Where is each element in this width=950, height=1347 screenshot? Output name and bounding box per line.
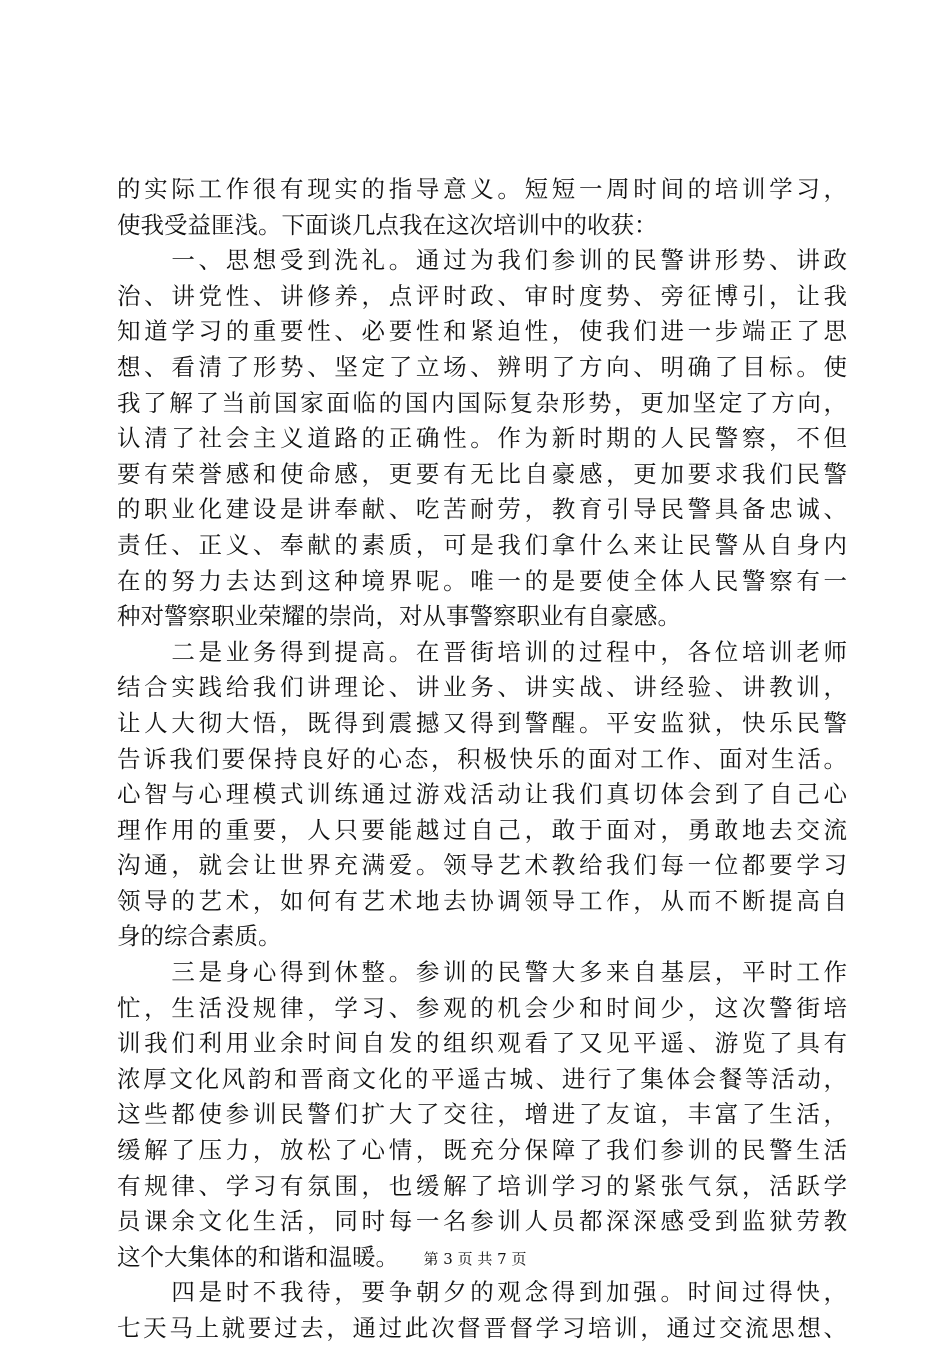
text-line: 领导的艺术，如何有艺术地去协调领导工作，从而不断提高自 xyxy=(117,886,847,915)
text-line: 种对警察职业荣耀的崇尚，对从事警察职业有自豪感。 xyxy=(117,602,681,631)
text-line: 要有荣誉感和使命感，更要有无比自豪感，更加要求我们民警 xyxy=(117,459,847,488)
text-line: 身的综合素质。 xyxy=(117,922,282,951)
text-line: 告诉我们要保持良好的心态，积极快乐的面对工作、面对生活。 xyxy=(117,744,847,773)
text-line: 缓解了压力，放松了心情，既充分保障了我们参训的民警生活 xyxy=(117,1136,847,1165)
text-line: 治、讲党性、讲修养，点评时政、审时度势、旁征博引，让我 xyxy=(117,281,847,310)
text-line: 理作用的重要，人只要能越过自己，敢于面对，勇敢地去交流 xyxy=(117,815,847,844)
text-line: 有规律、学习有氛围，也缓解了培训学习的紧张气氛，活跃学 xyxy=(117,1171,847,1200)
text-line: 这些都使参训民警们扩大了交往，增进了友谊，丰富了生活， xyxy=(117,1100,847,1129)
text-line: 浓厚文化风韵和晋商文化的平遥古城、进行了集体会餐等活动， xyxy=(117,1064,847,1093)
text-line: 让人大彻大悟，既得到震撼又得到警醒。平安监狱，快乐民警 xyxy=(117,708,847,737)
text-line: 认清了社会主义道路的正确性。作为新时期的人民警察，不但 xyxy=(117,424,847,453)
text-line: 三是身心得到休整。参训的民警大多来自基层，平时工作 xyxy=(117,958,847,987)
text-line: 我了解了当前国家面临的国内国际复杂形势，更加坚定了方向， xyxy=(117,388,847,417)
text-line: 忙，生活没规律，学习、参观的机会少和时间少，这次警街培 xyxy=(117,993,847,1022)
body-text xyxy=(117,172,847,1347)
text-line: 四是时不我待，要争朝夕的观念得到加强。时间过得快， xyxy=(117,1278,847,1307)
text-line: 责任、正义、奉献的素质，可是我们拿什么来让民警从自身内 xyxy=(117,530,847,559)
page-footer: 第 3 页 共 7 页 xyxy=(423,1250,527,1268)
text-line: 的职业化建设是讲奉献、吃苦耐劳，教育引导民警具备忠诚、 xyxy=(117,495,847,524)
text-line: 这个大集体的和谐和温暖。 xyxy=(117,1242,399,1271)
text-line: 想、看清了形势、坚定了立场、辨明了方向、明确了目标。使 xyxy=(117,352,847,381)
text-line: 使我受益匪浅。下面谈几点我在这次培训中的收获： xyxy=(117,210,658,239)
text-line: 心智与心理模式训练通过游戏活动让我们真切体会到了自己心 xyxy=(117,780,847,809)
text-line: 一、思想受到洗礼。通过为我们参训的民警讲形势、讲政 xyxy=(117,246,847,275)
text-line: 沟通，就会让世界充满爱。领导艺术教给我们每一位都要学习 xyxy=(117,851,847,880)
text-line: 结合实践给我们讲理论、讲业务、讲实战、讲经验、讲教训， xyxy=(117,673,847,702)
text-line: 二是业务得到提高。在晋街培训的过程中，各位培训老师 xyxy=(117,637,847,666)
text-line: 员课余文化生活，同时每一名参训人员都深深感受到监狱劳教 xyxy=(117,1207,847,1236)
text-line: 在的努力去达到这种境界呢。唯一的是要使全体人民警察有一 xyxy=(117,566,847,595)
text-line: 知道学习的重要性、必要性和紧迫性，使我们进一步端正了思 xyxy=(117,317,847,346)
text-line: 训我们利用业余时间自发的组织观看了又见平遥、游览了具有 xyxy=(117,1029,847,1058)
text-line: 七天马上就要过去，通过此次督晋督学习培训，通过交流思想、 xyxy=(117,1314,847,1342)
text-line: 的实际工作很有现实的指导意义。短短一周时间的培训学习， xyxy=(117,175,847,203)
